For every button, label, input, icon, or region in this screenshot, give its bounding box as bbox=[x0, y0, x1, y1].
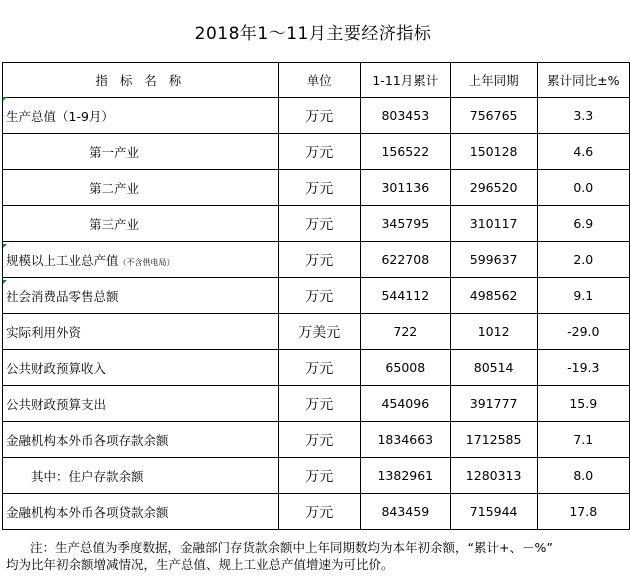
row-name: 实际利用外资 bbox=[3, 314, 279, 350]
row-cumulative: 301136 bbox=[360, 170, 450, 206]
row-yoy: 9.1 bbox=[537, 278, 629, 314]
row-unit: 万元 bbox=[278, 98, 360, 134]
row-name: 第二产业 bbox=[3, 170, 279, 206]
row-name: 第一产业 bbox=[3, 134, 279, 170]
row-cumulative: 803453 bbox=[360, 98, 450, 134]
row-last-year: 296520 bbox=[450, 170, 537, 206]
row-last-year: 1712585 bbox=[450, 422, 537, 458]
header-last-year: 上年同期 bbox=[450, 63, 537, 98]
row-yoy: -29.0 bbox=[537, 314, 629, 350]
row-name: 社会消费品零售总额 bbox=[3, 278, 279, 314]
row-unit: 万元 bbox=[278, 278, 360, 314]
row-name: 第三产业 bbox=[3, 206, 279, 242]
row-last-year: 599637 bbox=[450, 242, 537, 278]
row-cumulative: 65008 bbox=[360, 350, 450, 386]
row-yoy: 3.3 bbox=[537, 98, 629, 134]
table-row bbox=[3, 314, 630, 350]
page-title: 2018年1～11月主要经济指标 bbox=[194, 23, 432, 44]
row-cumulative: 722 bbox=[360, 314, 450, 350]
row-name: 公共财政预算支出 bbox=[3, 386, 279, 422]
indicator-table bbox=[2, 62, 630, 530]
row-yoy: 6.9 bbox=[537, 206, 629, 242]
table-header-row bbox=[3, 63, 630, 98]
row-unit: 万元 bbox=[278, 458, 360, 494]
cell-comment-marker bbox=[3, 97, 7, 101]
row-last-year: 1012 bbox=[450, 314, 537, 350]
table-row bbox=[3, 170, 630, 206]
row-cumulative: 843459 bbox=[360, 494, 450, 530]
row-cumulative: 345795 bbox=[360, 206, 450, 242]
row-name: 生产总值（1-9月） bbox=[3, 98, 279, 134]
row-name-note: （不含供电局） bbox=[118, 257, 175, 267]
row-unit: 万美元 bbox=[278, 314, 360, 350]
header-indicator-name: 指 标 名 称 bbox=[3, 63, 279, 98]
row-cumulative: 544112 bbox=[360, 278, 450, 314]
row-yoy: 15.9 bbox=[537, 386, 629, 422]
row-unit: 万元 bbox=[278, 494, 360, 530]
row-last-year: 150128 bbox=[450, 134, 537, 170]
row-name: 公共财政预算收入 bbox=[3, 350, 279, 386]
row-yoy: 0.0 bbox=[537, 170, 629, 206]
cell-comment-marker bbox=[3, 280, 7, 284]
row-last-year: 498562 bbox=[450, 278, 537, 314]
row-yoy: 2.0 bbox=[537, 242, 629, 278]
footnote-line: 注：生产总值为季度数据，金融部门存货款余额中上年同期数均为本年初余额，“累计+、－%” bbox=[30, 540, 553, 555]
row-unit: 万元 bbox=[278, 242, 360, 278]
row-last-year: 80514 bbox=[450, 350, 537, 386]
header-unit: 单位 bbox=[278, 63, 360, 98]
table-row bbox=[3, 278, 630, 314]
row-name-cell bbox=[3, 242, 279, 278]
row-cumulative: 622708 bbox=[360, 242, 450, 278]
row-unit: 万元 bbox=[278, 350, 360, 386]
row-yoy: 4.6 bbox=[537, 134, 629, 170]
header-cumulative: 1-11月累计 bbox=[360, 63, 450, 98]
table-row bbox=[3, 350, 630, 386]
row-last-year: 1280313 bbox=[450, 458, 537, 494]
row-cumulative: 1382961 bbox=[360, 458, 450, 494]
table-row bbox=[3, 206, 630, 242]
row-unit: 万元 bbox=[278, 422, 360, 458]
row-name: 其中：住户存款余额 bbox=[3, 458, 279, 494]
row-unit: 万元 bbox=[278, 134, 360, 170]
table-row bbox=[3, 386, 630, 422]
row-unit: 万元 bbox=[278, 386, 360, 422]
footnote bbox=[6, 539, 621, 573]
row-name: 规模以上工业总产值 bbox=[6, 252, 119, 268]
row-name: 金融机构本外币各项贷款余额 bbox=[3, 494, 279, 530]
row-last-year: 715944 bbox=[450, 494, 537, 530]
row-cumulative: 454096 bbox=[360, 386, 450, 422]
footnote-line: 均为比年初余额增减情况，生产总值、规上工业总产值增速为可比价。 bbox=[6, 557, 394, 572]
row-cumulative: 1834663 bbox=[360, 422, 450, 458]
row-last-year: 310117 bbox=[450, 206, 537, 242]
header-yoy: 累计同比±% bbox=[537, 63, 629, 98]
row-cumulative: 156522 bbox=[360, 134, 450, 170]
row-unit: 万元 bbox=[278, 206, 360, 242]
row-name: 金融机构本外币各项存款余额 bbox=[3, 422, 279, 458]
table-row bbox=[3, 422, 630, 458]
cell-comment-marker bbox=[3, 244, 7, 248]
row-unit: 万元 bbox=[278, 170, 360, 206]
table-row bbox=[3, 242, 630, 278]
row-yoy: 17.8 bbox=[537, 494, 629, 530]
row-last-year: 756765 bbox=[450, 98, 537, 134]
table-row bbox=[3, 494, 630, 530]
table-row bbox=[3, 98, 630, 134]
row-yoy: -19.3 bbox=[537, 350, 629, 386]
row-yoy: 8.0 bbox=[537, 458, 629, 494]
row-yoy: 7.1 bbox=[537, 422, 629, 458]
table-row bbox=[3, 134, 630, 170]
table-row bbox=[3, 458, 630, 494]
row-last-year: 391777 bbox=[450, 386, 537, 422]
